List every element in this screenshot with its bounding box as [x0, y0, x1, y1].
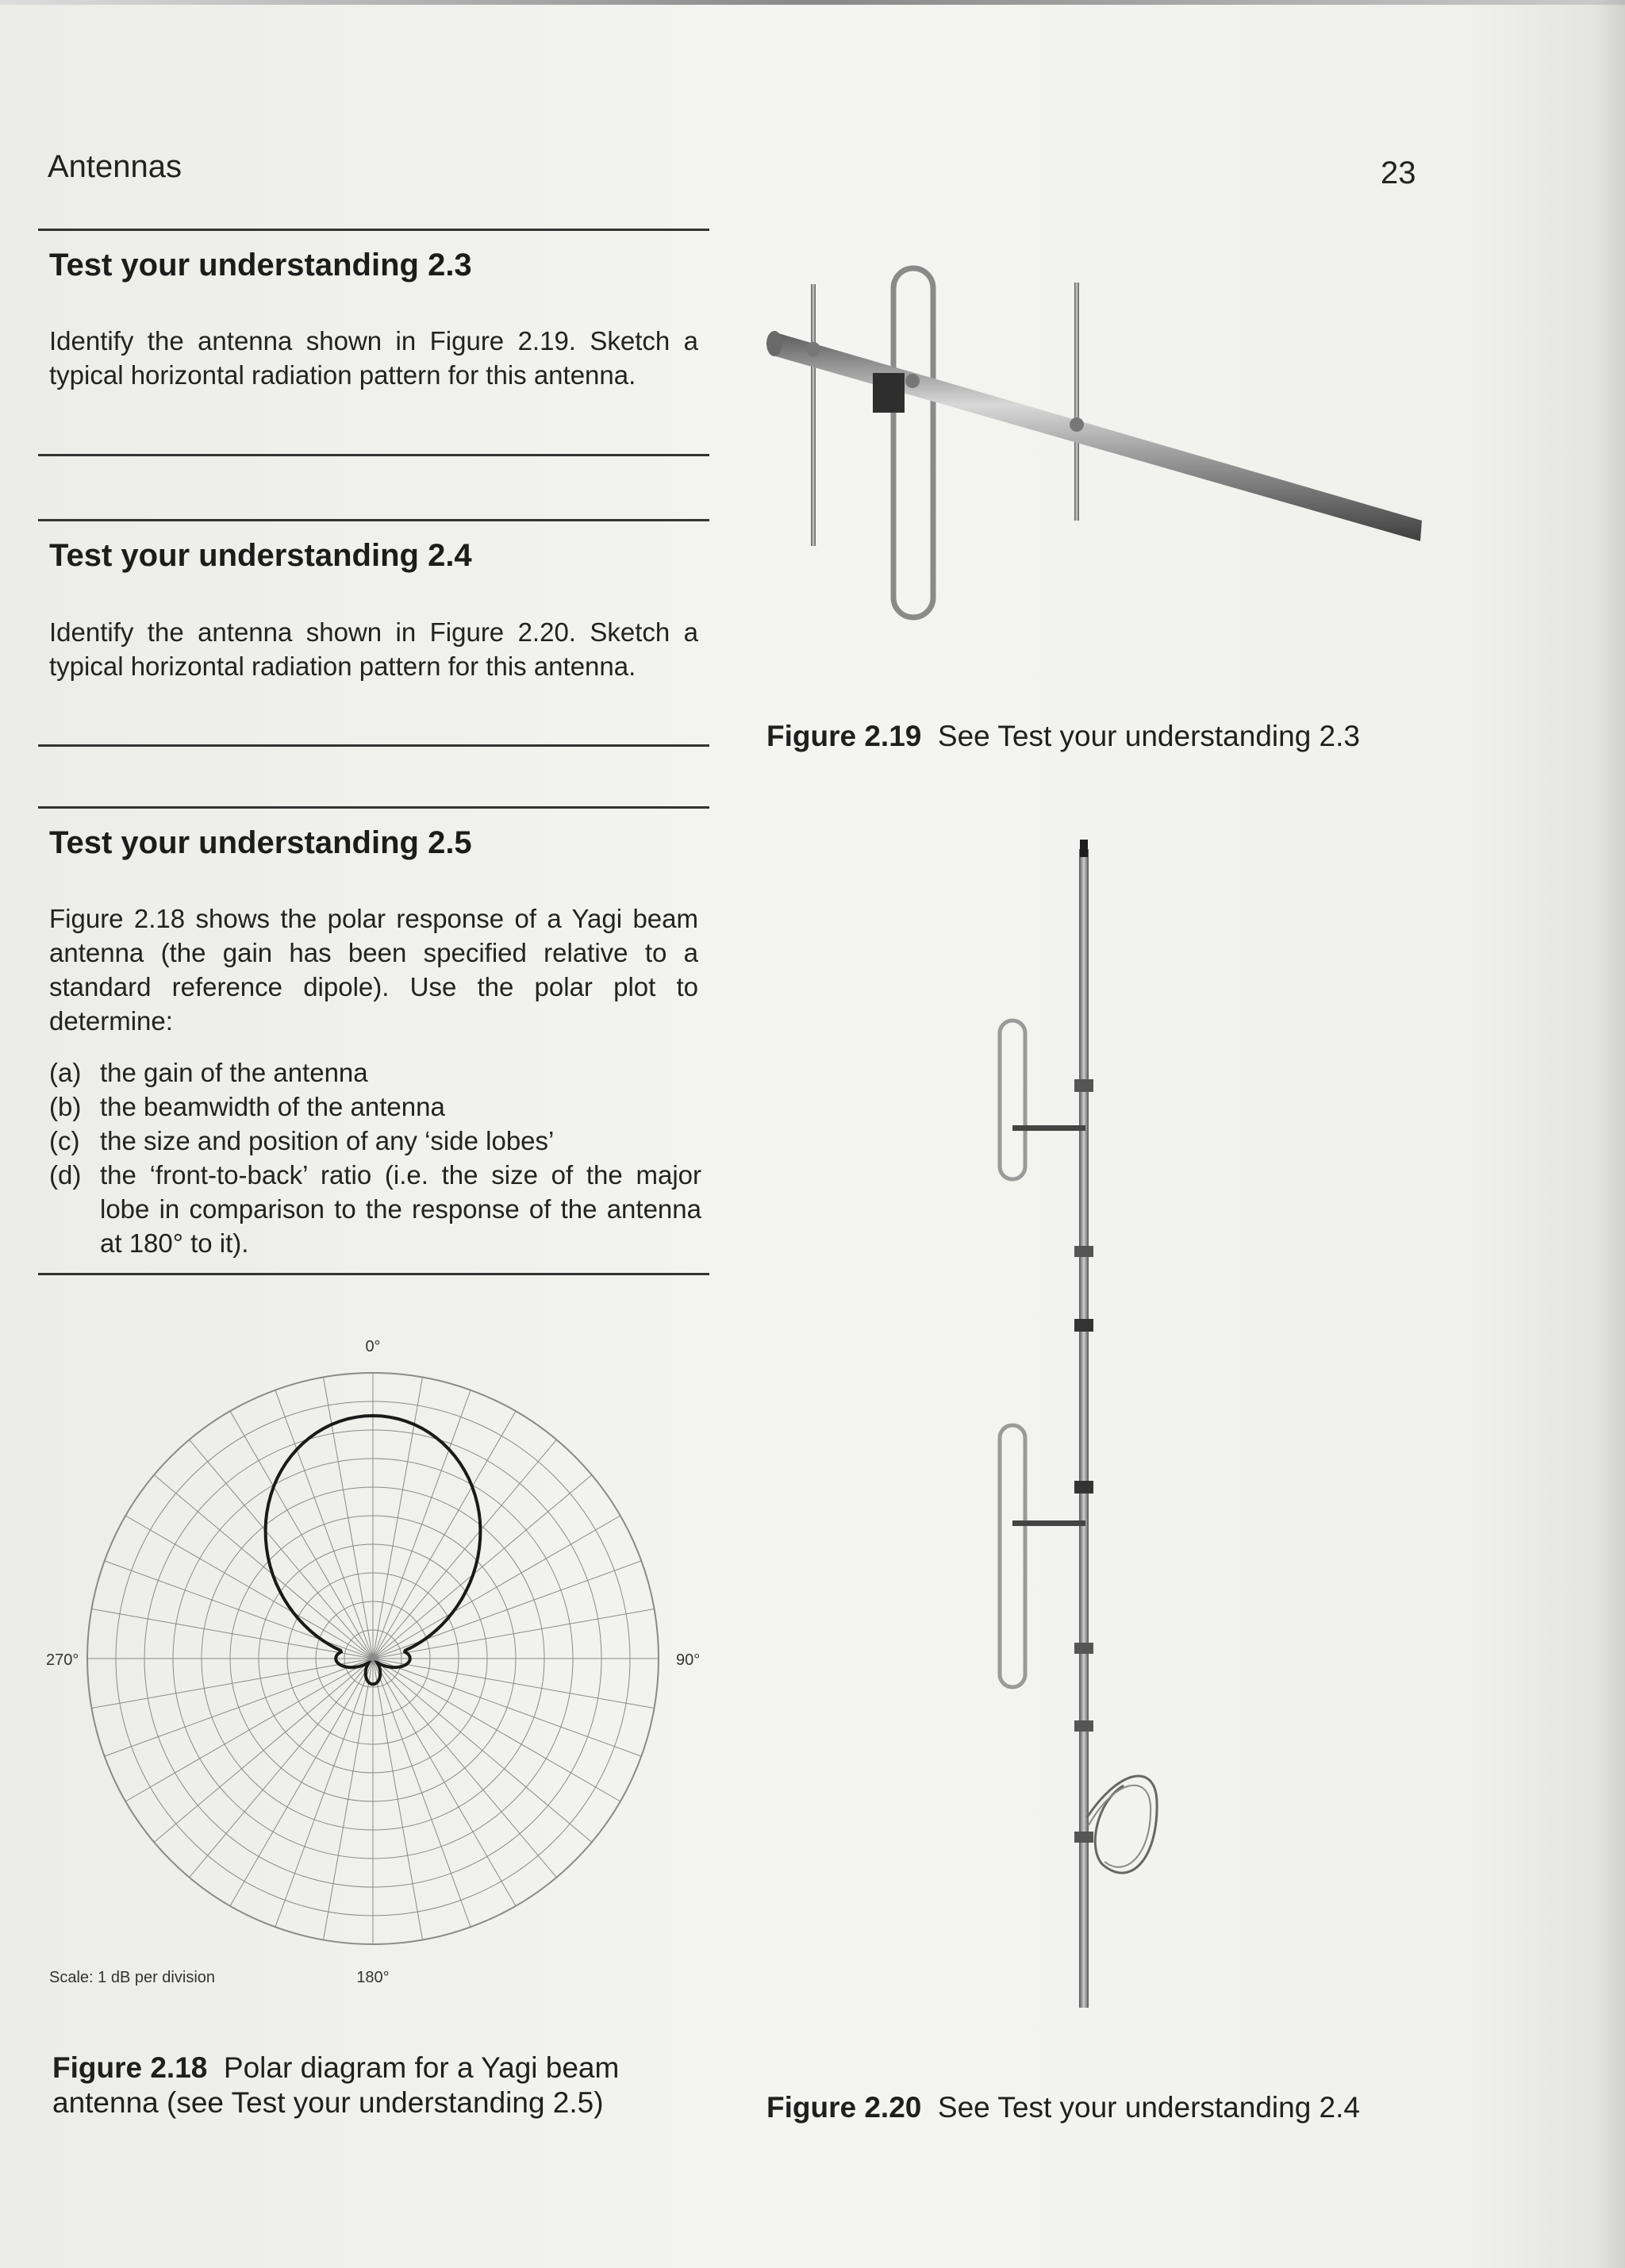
list-item — [49, 1158, 701, 1260]
list-item — [49, 1124, 701, 1158]
polar-label-0: 0° — [365, 1338, 381, 1355]
rule-bottom-2-5 — [38, 1273, 709, 1275]
list-item-text: the size and position of any ‘side lobes’ — [100, 1126, 555, 1155]
figure-2-18-number: Figure 2.18 — [52, 2051, 208, 2084]
polar-diagram — [40, 1317, 706, 2000]
polar-spoke — [373, 1659, 592, 1842]
list-item-label: (c) — [49, 1126, 80, 1155]
polar-grid — [87, 1373, 659, 1944]
polar-spoke — [373, 1659, 556, 1878]
polar-label-270: 270° — [46, 1651, 79, 1669]
rule-top-2-5 — [38, 806, 709, 809]
list-item-text: the beamwidth of the antenna — [100, 1092, 445, 1121]
tyu-2-5-title: Test your understanding 2.5 — [49, 825, 472, 860]
rule-top-2-3 — [38, 229, 709, 231]
polar-spoke — [190, 1659, 373, 1878]
figure-2-19-antenna-photo — [754, 262, 1428, 627]
figure-2-20-caption — [766, 2090, 1457, 2125]
tyu-2-5-body: Figure 2.18 shows the polar response of a Yagi beam antenna (the gain has been specified relative to a standard reference dipole). Use the polar plot to determine: — [49, 904, 698, 1036]
figure-2-18-text: Polar diagram for a Yagi beam antenna (see Test your understanding 2.5) — [52, 2051, 620, 2119]
tyu-2-3-body: Identify the antenna shown in Figure 2.19. Sketch a typical horizontal radiation pattern for this antenna. — [49, 326, 698, 390]
figure-2-19-number: Figure 2.19 — [766, 720, 922, 752]
figure-2-20-antenna-photo — [968, 833, 1230, 2024]
polar-label-180: 180° — [356, 1969, 390, 1986]
polar-label-90: 90° — [676, 1651, 701, 1669]
rule-bottom-2-3 — [38, 454, 709, 456]
figure-2-18-caption — [52, 2051, 711, 2120]
tyu-2-5-list — [49, 1055, 701, 1260]
polar-spoke — [154, 1659, 373, 1842]
page-number: 23 — [1381, 156, 1416, 190]
rule-bottom-2-4 — [38, 744, 709, 747]
polar-spoke — [154, 1475, 373, 1659]
list-item-text: the gain of the antenna — [100, 1058, 368, 1087]
page-shadow — [1593, 0, 1625, 2268]
list-item-label: (b) — [49, 1092, 82, 1121]
figure-2-19-text: See Test your understanding 2.3 — [937, 720, 1360, 752]
figure-2-19-caption — [766, 719, 1449, 754]
figure-2-20-number: Figure 2.20 — [766, 2091, 922, 2124]
tyu-2-4-title: Test your understanding 2.4 — [49, 538, 472, 573]
tyu-2-3-title: Test your understanding 2.3 — [49, 248, 472, 283]
rule-top-2-4 — [38, 519, 709, 521]
scan-edge — [0, 0, 1625, 5]
polar-spoke — [373, 1475, 592, 1659]
list-item — [49, 1090, 701, 1124]
figure-2-20-text: See Test your understanding 2.4 — [937, 2091, 1360, 2124]
list-item-label: (a) — [49, 1058, 82, 1087]
list-item-text: the ‘front-to-back’ ratio (i.e. the size of the major lobe in comparison to the response of the antenna at 180° to it). — [100, 1160, 701, 1258]
tyu-2-4-body: Identify the antenna shown in Figure 2.20. Sketch a typical horizontal radiation pattern for this antenna. — [49, 617, 698, 681]
list-item — [49, 1055, 701, 1090]
running-head: Antennas — [48, 149, 182, 184]
polar-scale-note: Scale: 1 dB per division — [49, 1969, 216, 1986]
list-item-label: (d) — [49, 1160, 82, 1190]
